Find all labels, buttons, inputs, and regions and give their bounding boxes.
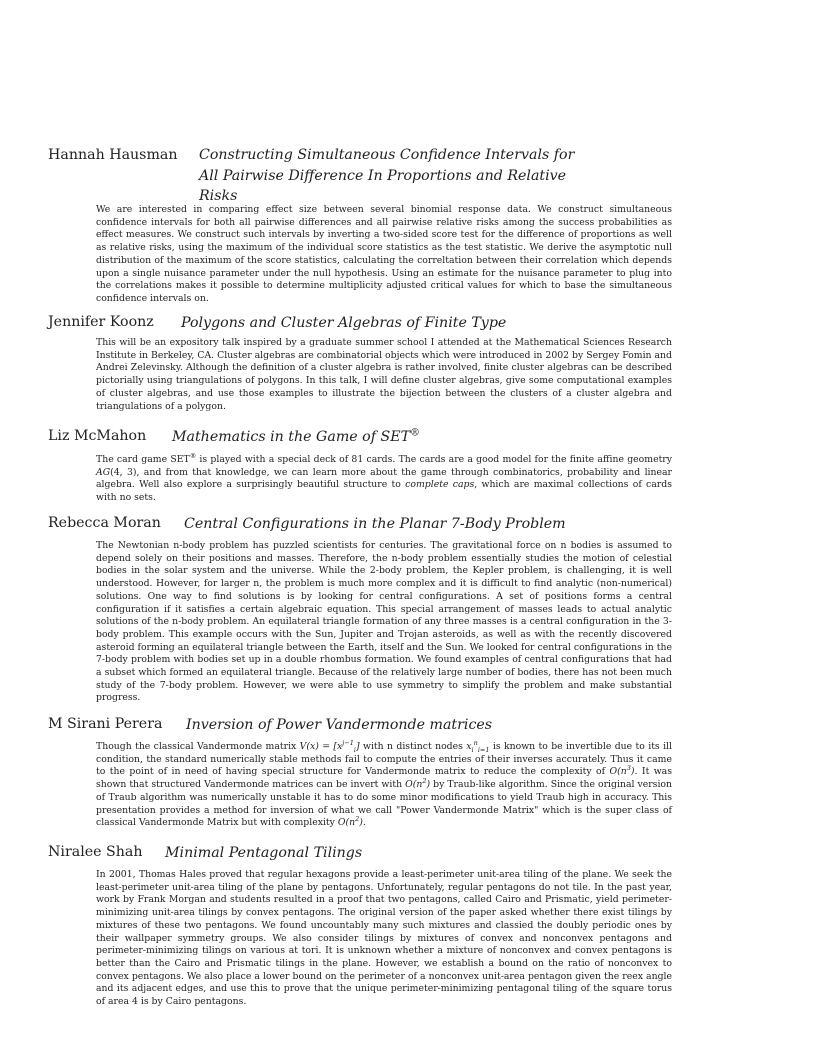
talk-abstract — [96, 738, 673, 830]
talk-title: Polygons and Cluster Algebras of Finite Type — [181, 315, 507, 331]
registered-mark: ® — [410, 427, 420, 439]
talk-entry — [0, 514, 816, 704]
talk-header — [0, 427, 816, 447]
speaker-name: Niralee Shah — [48, 844, 143, 860]
talk-title: Central Configurations in the Planar 7-Body Problem — [184, 516, 566, 532]
talk-title-text: Mathematics in the Game of SET — [172, 429, 411, 445]
abstract-text: Though the classical Vandermonde matrix — [96, 741, 300, 752]
abstract-text: is known to be invertible due to its ill condition, the standard numerically stable methods fail to compute the entries of their inverses accurately. Thus it came to the point of in need of having special structure for Vandermonde matrix to reduce the complexity of — [96, 741, 672, 778]
math-expression: $x_i^n_{i=1}$ — [466, 738, 490, 754]
math-expression: $O(n^2)$ — [405, 777, 431, 791]
talk-abstract — [96, 451, 672, 505]
talk-entry — [0, 313, 816, 412]
speaker-name: Hannah Hausman — [48, 147, 178, 163]
emphasis-text: complete caps — [405, 479, 475, 491]
speaker-name: Liz McMahon — [48, 428, 147, 444]
speaker-name: Rebecca Moran — [48, 515, 161, 531]
math-expression: AG — [96, 466, 111, 478]
speaker-name: Jennifer Koonz — [48, 314, 154, 330]
talk-entry — [0, 715, 816, 829]
speaker-name: M Sirani Perera — [48, 716, 163, 732]
math-expression: $O(n^3)$ — [609, 764, 635, 778]
talk-entry — [0, 146, 816, 304]
abstract-text: . It was shown that structured Vandermonde matrices can be invert with — [96, 766, 672, 791]
talk-header — [0, 715, 816, 735]
abstract-text: is played with a special deck of 81 cards. The cards are a good model for the finite affine geometry — [196, 454, 672, 465]
talk-title: Minimal Pentagonal Tilings — [165, 845, 363, 861]
talk-entry — [0, 427, 816, 504]
talk-abstract: In 2001, Thomas Hales proved that regular hexagons provide a least-perimeter unit-area tiling of the plane. We seek the least-perimeter unit-area tiling of the plane by pentagons. Unfortunately, regular pentagons do not tile. In the past year, work by Frank Morgan and students resulted in a proof that two pentagons, called Cairo and Prismatic, yield perimeter-minimizing unit-area tilings by convex pentagons. The original version of the paper asked whether there exist tilings by mixtures of these two pentagons. We found uncountably many such mixtures and classied the doubly periodic ones by their wallpaper symmetry groups. We also consider tilings by mixtures of convex and nonconvex pentagons and perimeter-minimizing tilings on various at tori. It is unknown whether a mixture of nonconvex and convex pentagons is better than the Cairo and Prismatic tilings in the plane. However, we establish a bound on the ratio of nonconvex to convex pentagons. We also place a lower bound on the perimeter of a nonconvex unit-area pentagon given the reex angle and its adjacent edges, and use this to prove that the unique perimeter-minimizing pentagonal tiling of the square torus of area 4 is by Cairo pentagons. — [96, 869, 672, 1008]
talk-header — [0, 514, 816, 534]
talk-header — [0, 146, 816, 204]
talk-title: Constructing Simultaneous Confidence Intervals for All Pairwise Difference In Proportions and Relative Risks — [199, 147, 575, 204]
talk-entry — [0, 843, 816, 1008]
abstract-text: , which are maximal collections of cards with no sets. — [96, 479, 672, 504]
abstract-text: The card game SET — [96, 454, 190, 465]
abstract-text: (4, 3), and from that knowledge, we can learn more about the game through combinatorics, probability and linear algebra. Well also explore a surprisingly beautiful structure to — [96, 466, 672, 491]
abstract-text: with n distinct nodes — [359, 741, 467, 752]
talk-abstract: This will be an expository talk inspired by a graduate summer school I attended at the Mathematical Sciences Research Institute in Berkeley, CA. Cluster algebras are combinatorial objects which were introduced in 2002 by Sergey Fomin and Andrei Zelevinsky. Although the definition of a cluster algebra is rather involved, finite cluster algebras can be described pictorially using triangulations of polygons. In this talk, I will define cluster algebras, give some computational examples of cluster algebras, and use those examples to illustrate the bijection between the clusters of a cluster algebra and triangulations of a polygon. — [96, 337, 672, 412]
talk-abstract: We are interested in comparing effect size between several binomial response data. We construct simultaneous confidence intervals for both all pairwise differences and all pairwise relative risks among the success probabilities as effect measures. We construct such intervals by inverting a two-sided score test for the difference of proportions as well as relative risks, using the maximum of the individual score statistics as the test statistic. We derive the asymptotic null distribution of the maximum of the score statistics, calculating the correltation between their correlation which depends upon a single nuisance parameter under the null hypothesis. Using an estimate for the nuisance parameter to plug into the correlations makes it possible to determine multiplicity adjusted critical values for which to base the simultaneous confidence intervals on. — [96, 204, 672, 304]
talk-title — [172, 427, 420, 448]
talk-title: Inversion of Power Vandermonde matrices — [186, 717, 493, 733]
registered-mark: ® — [189, 451, 197, 460]
talk-header — [0, 313, 816, 333]
talk-abstract: The Newtonian n-body problem has puzzled scientists for centuries. The gravitational force on n bodies is assumed to depend solely on their positions and masses. Therefore, the n-body problem essentially studies the motion of celestial bodies in the solar system and the universe. While the 2-body problem, the Kepler problem, is challenging, it is well understood. However, for larger n, the problem is much more complex and it is difficult to find analytic (non-numerical) solutions. One way to find solutions is by looking for central configurations. A set of positions forms a central configuration if it satisfies a certain algebraic equation. This special arrangement of masses leads to actual analytic solutions of the n-body problem. An equilateral triangle formation of any three masses is a central configuration in the 3-body problem. This example occurs with the Sun, Jupiter and Trojan asteroids, as well as with the recently discovered asteroid forming an equilateral triangle between the Earth, itself and the Sun. We looked for central configurations in the 7-body problem with bodies set up in a double rhombus formation. We found examples of central configurations that had a subset which formed an equilateral triangle. Because of the relatively large number of bodies, there has not been much study of the 7-body problem. However, we were able to use symmetry to simplify the problem and make substantial progress. — [96, 540, 672, 704]
math-expression: $V(x) = [x^{j-1}_i]$ — [299, 738, 360, 754]
talk-header — [0, 843, 816, 863]
abstract-text: by Traub-like algorithm. Since the original version of Traub algorithm was numerically unstable it has to do some minor modifications to yield Traub high in accuracy. This presentation provides a method for inversion of what we call "Power Vandermonde Matrix" which is the super class of classical Vandermonde Matrix but with complexity — [96, 779, 673, 829]
math-expression: $O(n^2)$. — [337, 815, 366, 829]
